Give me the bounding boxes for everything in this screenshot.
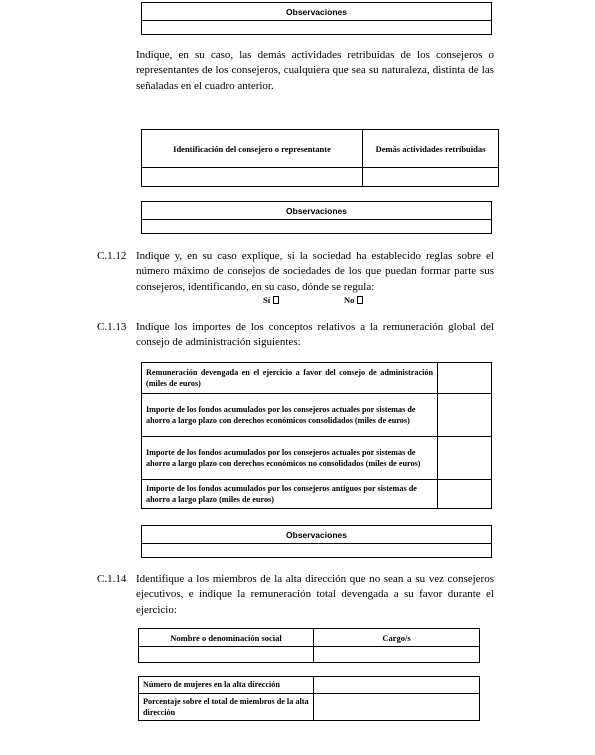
section-text-c1-12: Indique y, en su caso explique, si la sociedad ha establecido reglas sobre el número máximo de consejos de sociedades de los que puedan formar parte sus consejeros, identificando, en su caso, dónde se regula: bbox=[136, 250, 494, 293]
observaciones-cell[interactable] bbox=[142, 544, 492, 558]
yes-label: Sí bbox=[263, 295, 271, 305]
remuneration-row-value[interactable] bbox=[438, 480, 492, 509]
directors-cell-cargo[interactable] bbox=[314, 647, 480, 663]
women-stats-table bbox=[138, 676, 480, 721]
activities-cell-id[interactable] bbox=[142, 168, 363, 187]
activities-table bbox=[141, 129, 499, 187]
yes-checkbox[interactable] bbox=[273, 296, 279, 304]
observaciones-header: Observaciones bbox=[142, 526, 492, 544]
no-label: No bbox=[344, 295, 355, 305]
section-text-c1-13: Indique los importes de los conceptos relativos a la remuneración global del consejo de administración siguientes: bbox=[136, 321, 494, 349]
intro-paragraph: Indique, en su caso, las demás actividades retribuidas de los consejeros o representantes de los consejeros, cualquiera que sea su naturaleza, distinta de las señaladas en el cuadro anterior. bbox=[136, 49, 494, 92]
remuneration-row-value[interactable] bbox=[438, 363, 492, 394]
remuneration-row-label: Importe de los fondos acumulados por los consejeros antiguos por sistemas de ahorro a largo plazo (miles de euros) bbox=[142, 480, 438, 509]
observaciones-cell[interactable] bbox=[142, 21, 492, 35]
observaciones-cell[interactable] bbox=[142, 220, 492, 234]
remuneration-row-label: Importe de los fondos acumulados por los consejeros actuales por sistemas de ahorro a largo plazo con derechos económicos no consolidados (miles de euros) bbox=[142, 437, 438, 480]
observaciones-table-3 bbox=[141, 525, 492, 558]
women-pct-label: Porcentaje sobre el total de miembros de la alta dirección bbox=[139, 694, 314, 721]
no-option[interactable] bbox=[344, 295, 363, 305]
remuneration-table bbox=[141, 362, 492, 509]
remuneration-row-value[interactable] bbox=[438, 394, 492, 437]
directors-table bbox=[138, 628, 480, 663]
observaciones-header: Observaciones bbox=[142, 3, 492, 21]
section-text-c1-14: Identifique a los miembros de la alta dirección que no sean a su vez consejeros ejecutivos, e indique la remuneración total devengada a su favor durante el ejercicio: bbox=[136, 573, 494, 616]
directors-cell-nombre[interactable] bbox=[139, 647, 314, 663]
women-pct-value[interactable] bbox=[314, 694, 480, 721]
women-count-value[interactable] bbox=[314, 677, 480, 694]
observaciones-table-2 bbox=[141, 201, 492, 234]
observaciones-header: Observaciones bbox=[142, 202, 492, 220]
col-header-cargo: Cargo/s bbox=[314, 629, 480, 647]
remuneration-row-value[interactable] bbox=[438, 437, 492, 480]
remuneration-row-label: Remuneración devengada en el ejercicio a favor del consejo de administración (miles de euros) bbox=[142, 363, 438, 394]
col-header-actividades: Demás actividades retribuidas bbox=[363, 130, 499, 168]
women-count-label: Número de mujeres en la alta dirección bbox=[139, 677, 314, 694]
observaciones-table-1 bbox=[141, 2, 492, 35]
section-number-c1-14: C.1.14 bbox=[97, 573, 127, 585]
col-header-identificacion: Identificación del consejero o representante bbox=[142, 130, 363, 168]
section-number-c1-12: C.1.12 bbox=[97, 250, 127, 262]
section-number-c1-13: C.1.13 bbox=[97, 321, 127, 333]
activities-cell-actividades[interactable] bbox=[363, 168, 499, 187]
no-checkbox[interactable] bbox=[357, 296, 363, 304]
remuneration-row-label: Importe de los fondos acumulados por los consejeros actuales por sistemas de ahorro a largo plazo con derechos económicos consolidados (miles de euros) bbox=[142, 394, 438, 437]
col-header-nombre: Nombre o denominación social bbox=[139, 629, 314, 647]
yes-option[interactable] bbox=[263, 295, 279, 305]
